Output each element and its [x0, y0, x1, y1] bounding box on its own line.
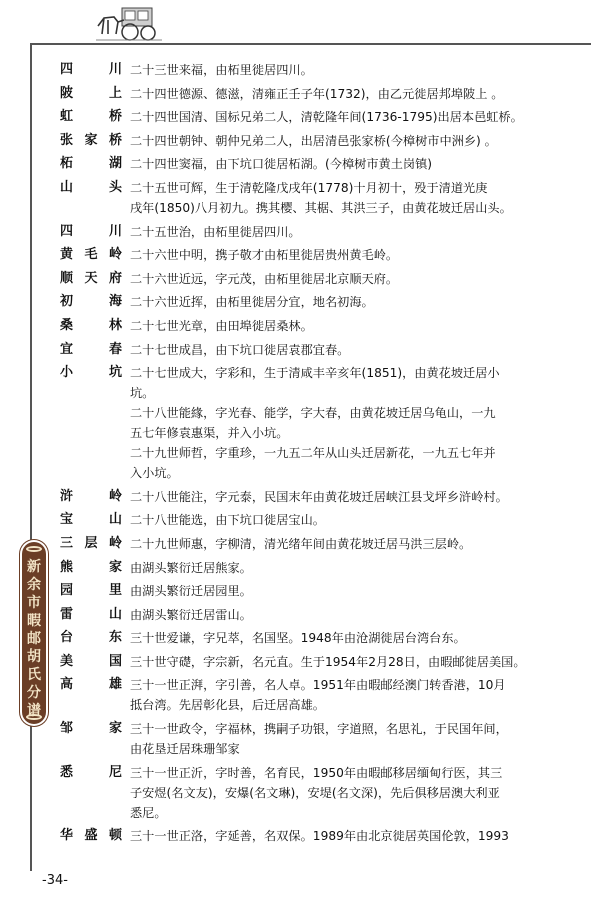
- genealogy-entry: [60, 178, 555, 218]
- entry-description: [130, 245, 555, 265]
- entry-description: [130, 363, 555, 483]
- description-line: 二十四世朝钟、朝仲兄弟二人，出居清邑张家桥(今樟树市中洲乡) 。: [130, 133, 497, 148]
- side-title-tab: [22, 542, 46, 724]
- entry-description: [130, 558, 555, 578]
- place-name: 邹 家: [60, 721, 122, 737]
- entry-description: [130, 719, 555, 759]
- entry-description: [130, 84, 555, 104]
- description-line: 二十九世师哲，字重珍，一九五二年从山头迁居新花，一九五七年并: [130, 446, 496, 461]
- description-line: 三十世守礎，字宗新，名元直。生于1954年2月28日，由暇邮徙居美国。: [130, 654, 526, 669]
- place-name: 黄 毛 岭: [60, 247, 122, 263]
- entry-description: [130, 269, 555, 289]
- entry-description: [130, 826, 555, 846]
- scroll-ornament-icon: [26, 546, 42, 552]
- description-line: 二十七世光章，由田埠徙居桑林。: [130, 318, 313, 333]
- entry-description: [130, 292, 555, 312]
- description-line: 二十四世德源、德滋，清雍正壬子年(1732)，由乙元徙居邦埠陂上 。: [130, 86, 504, 101]
- entry-description: [130, 178, 555, 218]
- description-line: 由湖头繁衍迁居雷山。: [130, 607, 252, 622]
- description-line: 戌年(1850)八月初九。携其樱、其椐、其洪三子，由黄花坡迁居山头。: [130, 200, 512, 215]
- description-line: 二十八世能选，由下坑口徙居宝山。: [130, 513, 325, 528]
- place-name: 浒 岭: [60, 488, 122, 504]
- genealogy-entry: [60, 675, 555, 715]
- description-line: 抵台湾。先居彰化县，后迁居高雄。: [130, 698, 325, 713]
- place-name: 台 东: [60, 630, 122, 646]
- genealogy-entry: [60, 107, 555, 127]
- place-name: 四 川: [60, 62, 122, 77]
- place-name: 四 川: [60, 223, 122, 239]
- description-line: 二十六世近远，字元茂，由柘里徙居北京顺天府。: [130, 271, 399, 286]
- place-name: 三 层 岭: [60, 535, 122, 551]
- entry-description: [130, 581, 555, 601]
- entry-description: [130, 487, 555, 507]
- genealogy-entry: [60, 154, 555, 174]
- description-line: 三十一世正湃，字引善，名人卓。1951年由暇邮经澳门转香港，10月: [130, 678, 506, 693]
- genealogy-entry: [60, 534, 555, 554]
- entry-description: [130, 763, 555, 823]
- description-line: 三十世爱谦，字兄萃，名国坚。1948年由沧湖徙居台湾台东。: [130, 631, 466, 646]
- description-line: 三十一世政令，字福林，携嗣子功银，字道照，名思礼，于民国年间，: [130, 722, 508, 737]
- genealogy-entry: [60, 316, 555, 336]
- side-title: 新 余 市 暇 邮 胡 氏 分 谱: [27, 559, 41, 719]
- genealogy-entry: [60, 269, 555, 289]
- description-line: 由湖头繁衍迁居熊家。: [130, 560, 252, 575]
- genealogy-entry: [60, 628, 555, 648]
- genealogy-entry: [60, 222, 555, 242]
- entry-description: [130, 340, 555, 360]
- genealogy-entry: [60, 340, 555, 360]
- place-name: 高 雄: [60, 677, 122, 693]
- place-name: 柘 湖: [60, 156, 122, 172]
- place-name: 华 盛 顿: [60, 828, 122, 844]
- place-name: 陂 上: [60, 85, 122, 101]
- description-line: 二十七世成大，字彩和，生于清咸丰辛亥年(1851)，由黄花坡迁居小: [130, 366, 500, 381]
- genealogy-entry: [60, 826, 555, 846]
- entry-description: [130, 222, 555, 242]
- description-line: 坑。: [130, 386, 155, 401]
- description-line: 入小坑。: [130, 466, 179, 481]
- entry-description: [130, 534, 555, 554]
- genealogy-entry: [60, 510, 555, 530]
- place-name: 熊 家: [60, 559, 122, 575]
- description-line: 由湖头繁衍迁居园里。: [130, 584, 252, 599]
- description-line: 三十一世正洛，字延善，名双保。1989年由北京徙居英国伦敦，1993: [130, 829, 509, 844]
- entry-description: [130, 652, 555, 672]
- place-name: 宜 春: [60, 341, 122, 357]
- entry-description: [130, 154, 555, 174]
- entry-description: [130, 60, 555, 80]
- genealogy-entry: [60, 363, 555, 483]
- page-number: -34-: [42, 873, 68, 888]
- genealogy-entry: [60, 84, 555, 104]
- genealogy-entry: [60, 131, 555, 151]
- place-name: 雷 山: [60, 606, 122, 622]
- genealogy-entry: [60, 605, 555, 625]
- description-line: 二十七世成昌，由下坑口徙居袁郡宜春。: [130, 342, 350, 357]
- description-line: 二十四世窦福，由下坑口徙居柘湖。(今樟树市黄土岗镇): [130, 157, 433, 172]
- place-name: 顺 天 府: [60, 270, 122, 286]
- place-name: 美 国: [60, 653, 122, 669]
- genealogy-entry: [60, 763, 555, 823]
- description-line: 子安煜(名文友)，安爆(名文琳)，安堤(名文深)，先后俱移居澳大利亚: [130, 785, 500, 800]
- genealogy-entry: [60, 292, 555, 312]
- place-name: 虹 桥: [60, 109, 122, 125]
- entry-description: [130, 675, 555, 715]
- description-line: 二十八世能緣，字光春、能学，字大春，由黄花坡迁居乌龟山，一九: [130, 406, 496, 421]
- description-line: 三十一世正沂，字时善，名育民，1950年由暇邮移居缅甸行医，其三: [130, 765, 503, 780]
- entry-description: [130, 510, 555, 530]
- description-line: 二十九世师惠，字柳清，清光绪年间由黄花坡迁居马洪三层岭。: [130, 536, 472, 551]
- place-name: 宝 山: [60, 512, 122, 528]
- genealogy-entry: [60, 581, 555, 601]
- description-line: 二十八世能注，字元泰，民国末年由黄花坡迁居峡江县戈坪乡浒岭村。: [130, 489, 508, 504]
- entry-description: [130, 107, 555, 127]
- description-line: 二十三世来福，由柘里徙居四川。: [130, 63, 313, 77]
- description-line: 二十六世近挥，由柘里徙居分宜，地名初海。: [130, 295, 374, 310]
- genealogy-entry: [60, 60, 555, 80]
- genealogy-entries: [60, 60, 555, 850]
- description-line: 二十四世国清、国标兄弟二人，清乾隆年间(1736-1795)出居本邑虹桥。: [130, 110, 523, 125]
- description-line: 二十六世中明，携子敬才由柘里徙居贵州黄毛岭。: [130, 248, 399, 263]
- carriage-emblem-icon: [94, 2, 164, 42]
- description-line: 五七年修袁惠渠，并入小坑。: [130, 426, 289, 441]
- entry-description: [130, 605, 555, 625]
- description-line: 悉尼。: [130, 805, 167, 820]
- entry-description: [130, 316, 555, 336]
- place-name: 山 头: [60, 179, 122, 195]
- scroll-ornament-icon: [26, 714, 42, 720]
- genealogy-entry: [60, 558, 555, 578]
- genealogy-entry: [60, 487, 555, 507]
- place-name: 桑 林: [60, 317, 122, 333]
- place-name: 小 坑: [60, 365, 122, 381]
- place-name: 园 里: [60, 583, 122, 599]
- genealogy-entry: [60, 245, 555, 265]
- description-line: 由花垦迁居珠珊邹家: [130, 742, 240, 757]
- description-line: 二十五世可辉，生于清乾隆戊戌年(1778)十月初十，殁于清道光庚: [130, 180, 488, 195]
- genealogy-entry: [60, 652, 555, 672]
- description-line: 二十五世治，由柘里徙居四川。: [130, 224, 301, 239]
- entry-description: [130, 131, 555, 151]
- place-name: 张 家 桥: [60, 132, 122, 148]
- entry-description: [130, 628, 555, 648]
- place-name: 悉 尼: [60, 764, 122, 780]
- genealogy-entry: [60, 719, 555, 759]
- place-name: 初 海: [60, 294, 122, 310]
